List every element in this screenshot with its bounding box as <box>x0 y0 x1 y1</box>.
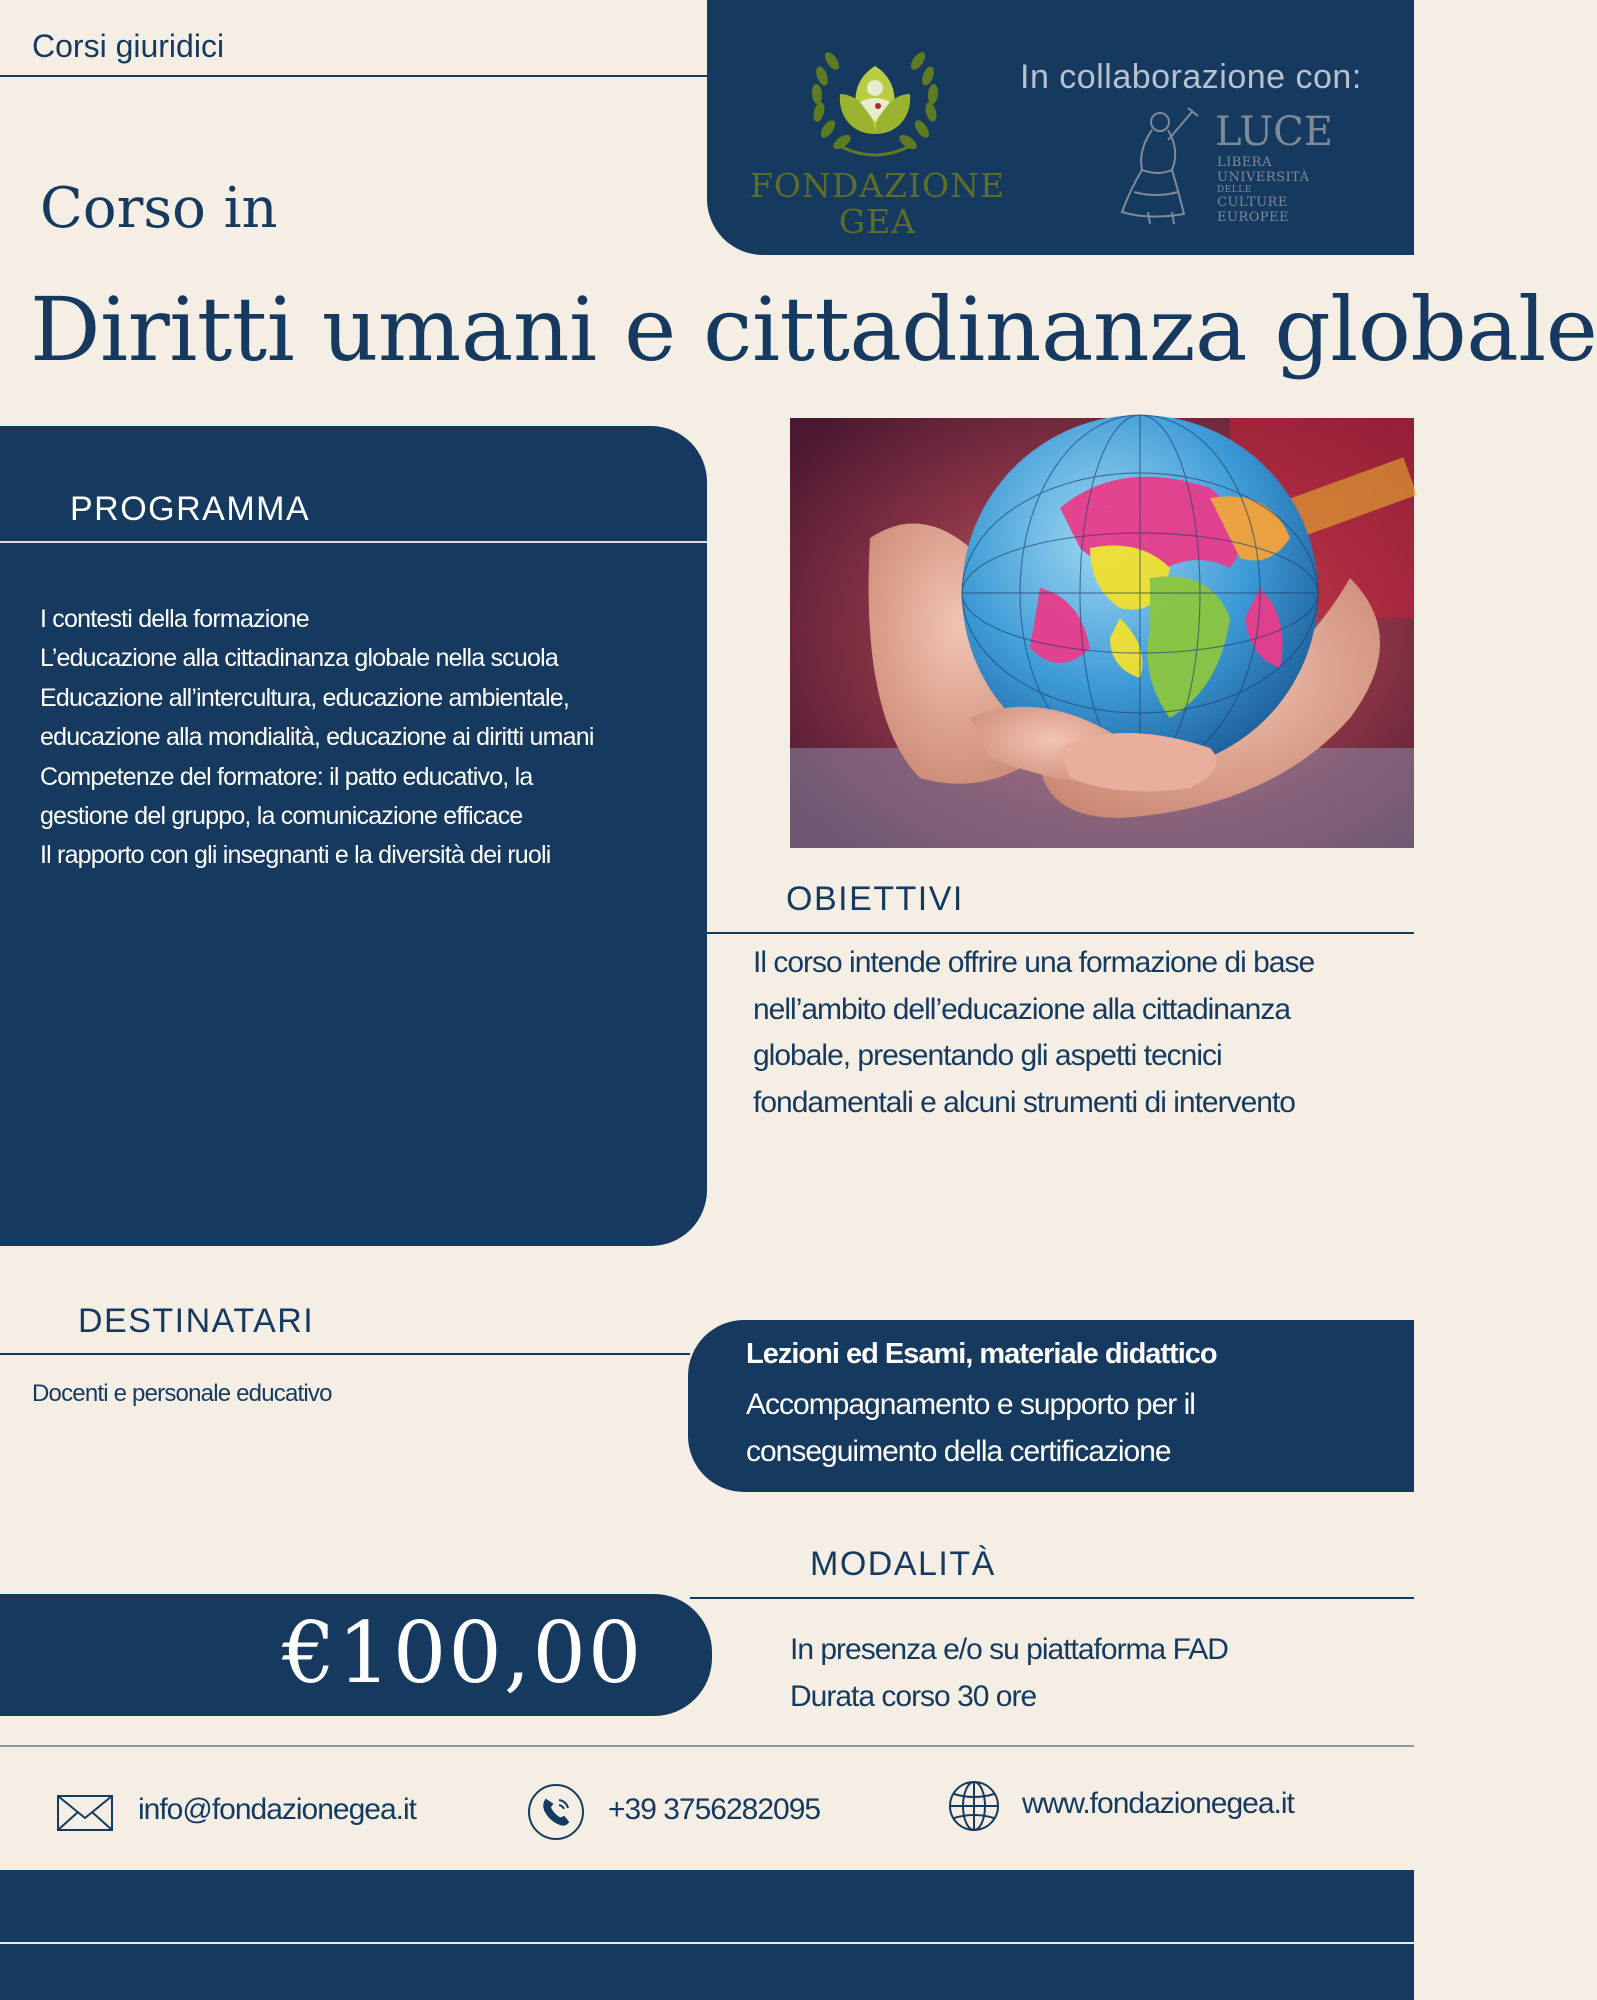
obiettivi-divider <box>707 932 1414 934</box>
course-price: €100,00 <box>282 1604 644 1702</box>
email-link[interactable]: info@fondazionegea.it <box>138 1793 417 1826</box>
destinatari-text: Docenti e personale educativo <box>32 1380 332 1407</box>
course-intro: Corso in <box>40 176 278 241</box>
envelope-icon <box>55 1782 115 1842</box>
footer-divider <box>0 1942 1414 1944</box>
luce-logo-subtitle: LIBERA UNIVERSITÀ DELLE CULTURE EUROPEE <box>1217 155 1310 225</box>
phone-icon <box>526 1782 586 1842</box>
footer-band <box>0 1870 1414 2000</box>
gea-logo-text: FONDAZIONE GEA <box>749 166 1006 241</box>
globe-icon <box>944 1776 1004 1836</box>
list-item: I contesti della formazione <box>40 605 309 633</box>
list-item: gestione del gruppo, la comunicazione efficace <box>40 802 523 831</box>
modalita-text: In presenza e/o su piattaforma FAD Durata corso 30 ore <box>790 1633 1228 1713</box>
destinatari-divider <box>0 1353 690 1355</box>
modalita-heading: MODALITÀ <box>810 1545 996 1583</box>
programma-list <box>40 600 680 876</box>
list-item: L’educazione alla cittadinanza globale nella scuola <box>40 644 558 673</box>
contacts-divider <box>0 1745 1414 1747</box>
luce-logo-text: LUCE <box>1215 109 1333 155</box>
header-divider <box>0 75 707 77</box>
destinatari-heading: DESTINATARI <box>78 1302 315 1340</box>
luce-logo-icon <box>1108 100 1208 226</box>
list-item: educazione alla mondialità, educazione ai diritti umani <box>40 723 594 752</box>
obiettivi-text: Il corso intende offrire una formazione di base nell’ambito dell’educazione alla cittadinanza globale, presentando gli aspetti tecnici fondamentali e alcuni strumenti di intervento <box>753 946 1315 1119</box>
includes-text: Accompagnamento e supporto per il conseguimento della certificazione <box>746 1388 1195 1468</box>
modalita-divider <box>690 1597 1414 1599</box>
programma-heading: PROGRAMMA <box>70 490 311 528</box>
phone-link[interactable]: +39 3756282095 <box>608 1793 821 1826</box>
list-item: Competenze del formatore: il patto educativo, la <box>40 762 533 791</box>
course-title: Diritti umani e cittadinanza globale <box>30 278 1597 381</box>
globe-in-hands-photo <box>790 418 1414 848</box>
collaboration-label: In collaborazione con: <box>1020 58 1362 96</box>
programma-divider <box>0 541 707 543</box>
category-label: Corsi giuridici <box>32 28 225 64</box>
list-item: Educazione all’intercultura, educazione ambientale, <box>40 683 570 712</box>
obiettivi-heading: OBIETTIVI <box>786 880 964 918</box>
list-item: Il rapporto con gli insegnanti e la diversità dei ruoli <box>40 841 551 870</box>
includes-title: Lezioni ed Esami, materiale didattico <box>746 1338 1217 1370</box>
website-link[interactable]: www.fondazionegea.it <box>1022 1787 1294 1820</box>
gea-logo-icon <box>780 36 970 176</box>
